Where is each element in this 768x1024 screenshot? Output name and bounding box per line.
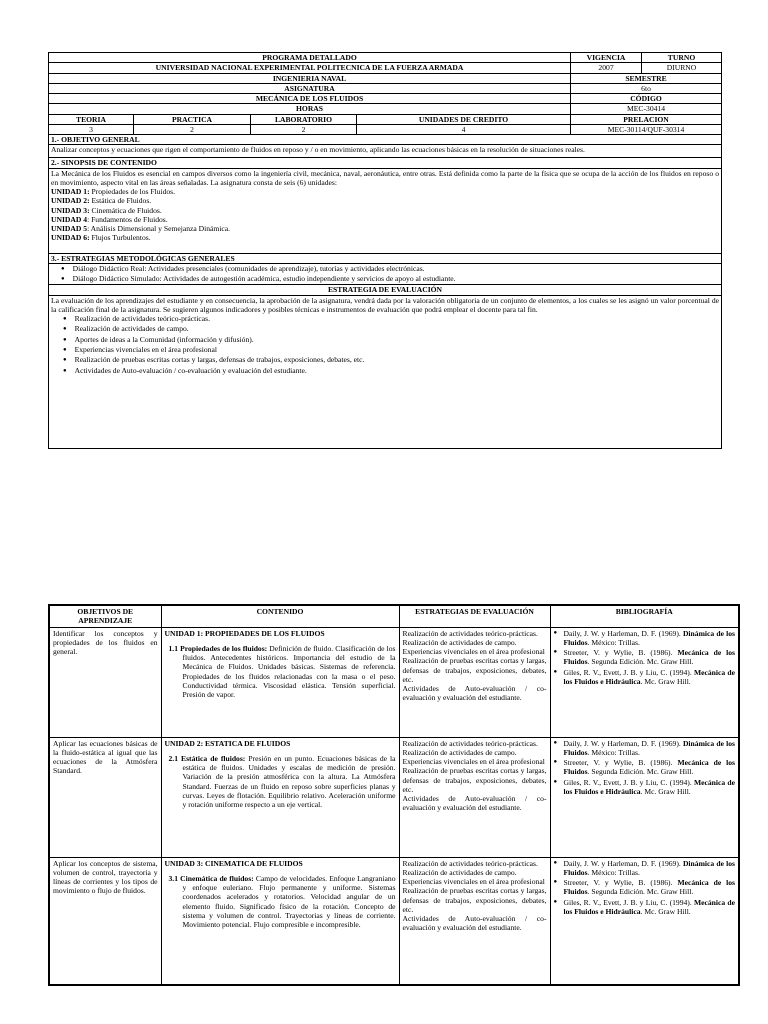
bib-author: Streeter, V. y Wylie, B. (1986). (563, 758, 678, 767)
bib-title: Dinámica de los Fluidos (563, 738, 735, 757)
topic-title: Cinemática de fluidos: (180, 873, 254, 883)
unit-text: Estática de Fluidos. (89, 196, 152, 206)
eval-line: Experiencias vivenciales en el área profesional (402, 757, 545, 766)
contenido-cell (161, 737, 399, 857)
programa-title: PROGRAMA DETALLADO (49, 53, 571, 63)
topic-body: Definición de fluido. Clasificación de los fluidos. Antecedentes históricos. Importancia del estudio de la Mecánica de Fluidos. Unidades básicas. Sistemas de referencia. Propiedades de los fluidos relacionadas con la masa o el peso. Conductividad térmica. Viscosidad elástica. Tensión superficial. Presión de vapor. (182, 643, 396, 699)
bib-title: Mecánica de los Fluidos e Hidráulica (563, 667, 735, 686)
bib-list (554, 739, 736, 797)
unit-label: UNIDAD 4 (51, 214, 88, 224)
eval-line: Realización de pruebas escritas cortas y largas, defensas de trabajos, exposiciones, debates, etc. (402, 656, 547, 684)
prelacion-value: MEC-30114/QUF-30314 (571, 124, 722, 134)
unit-label: UNIDAD 2: (51, 196, 90, 206)
topic-text (165, 874, 396, 930)
estrategia-item: ● Diálogo Didáctico Simulado: Actividades de autogestión académica, estudio independiente y servicios de apoyo al estudiante. (61, 274, 719, 284)
unit-label: UNIDAD 6: (51, 233, 90, 243)
objetivo-title: 1.- OBJETIVO GENERAL (49, 135, 722, 145)
evaluacion-item: ● Realización de actividades teórico-prácticas. (63, 314, 719, 324)
bib-item (564, 898, 736, 917)
bib-author: Giles, R. V., Evett, J. B. y Liu, C. (1994). (563, 897, 694, 907)
evaluacion-item: ● Realización de actividades de campo. (63, 324, 719, 334)
objetivo-cell: Aplicar los conceptos de sistema, volumen de control, trayectoria y líneas de corrientes y los tipos de movimiento o flujo de fluidos. (49, 857, 161, 985)
vigencia-label: VIGENCIA (571, 53, 642, 63)
vigencia-value: 2007 (571, 63, 642, 73)
topic-number: 3.1 (168, 873, 181, 883)
header-bibliografia: BIBLIOGRAFÍA (550, 605, 739, 627)
bib-list (554, 629, 736, 687)
semestre-label: SEMESTRE (571, 73, 722, 83)
detail-header-row (49, 605, 739, 627)
turno-value: DIURNO (642, 63, 722, 73)
sinopsis-units (51, 187, 719, 243)
unit-text: : Análisis Dimensional y Semejanza Dinámica. (87, 224, 231, 233)
bibliografia-cell (550, 737, 739, 857)
bib-item (564, 758, 736, 777)
bib-title: Dinámica de los Fluidos (563, 628, 735, 647)
objetivo-cell: Aplicar las ecuaciones básicas de la fluido-estática al igual que las ecuaciones de la Atmósfera Standard. (49, 737, 161, 857)
eval-line: Realización de actividades teórico-prácticas. (402, 858, 538, 868)
eval-line: Realización de actividades de campo. (402, 747, 517, 757)
eval-line: Realización de pruebas escritas cortas y largas, defensas de trabajos, exposiciones, debates, etc. (402, 766, 547, 794)
estrategias-list (51, 264, 719, 285)
bib-publisher: . Mc. Graw Hill. (640, 786, 691, 796)
codigo-label: CÓDIGO (571, 94, 722, 104)
eval-line: Realización de actividades de campo. (402, 867, 517, 877)
unit-label: UNIDAD 5 (51, 224, 88, 233)
detail-row (49, 737, 739, 857)
teoria-value: 3 (49, 124, 134, 134)
unit-item (51, 187, 719, 196)
bib-publisher: . Mc. Graw Hill. (640, 906, 691, 916)
evaluacion-title: ESTRATEGIA DE EVALUACIÓN (49, 285, 722, 295)
asignatura-label: ASIGNATURA (49, 83, 571, 93)
estrategias-cell (399, 857, 550, 985)
bib-publisher: . Segunda Edición. Mc. Graw Hill. (587, 767, 694, 777)
unit-label: UNIDAD 3: (51, 205, 90, 215)
prelacion-label: PRELACION (571, 114, 722, 124)
unit-title: UNIDAD 1: PROPIEDADES DE LOS FLUIDOS (164, 628, 325, 638)
turno-label: TURNO (642, 53, 722, 63)
unit-label: UNIDAD 1: (51, 187, 90, 196)
bib-publisher: . México: Trillas. (587, 637, 640, 647)
bib-publisher: . Mc. Graw Hill. (640, 676, 691, 686)
eval-line: Actividades de Auto-evaluación / co-evaluación y evaluación del estudiante. (402, 794, 547, 813)
evaluacion-item: ● Experiencias vivenciales en el área profesional (63, 345, 719, 355)
bibliografia-cell (550, 857, 739, 985)
sinopsis-intro: La Mecánica de los Fluidos es esencial en campos diversos como la ingeniería civil, mecánica, naval, aeronáutica, entre otras. Está definida como la parte de la física que se ocupa de la acción de los fluidos en reposo o en movimiento, aspecto vital en las áreas señaladas. La asignatura consta de seis (6) unidades: (51, 168, 720, 187)
bib-item (564, 739, 736, 758)
bib-item (564, 629, 736, 648)
estrategia-item: ● Diálogo Didáctico Real: Actividades presenciales (comunidades de aprendizaje), tutorías y actividades electrónicas. (61, 264, 719, 274)
creditos-label: UNIDADES DE CREDITO (357, 114, 571, 124)
unit-title: UNIDAD 3: CINEMATICA DE FLUIDOS (164, 858, 303, 868)
bib-item (564, 668, 736, 687)
bibliografia-cell (550, 627, 739, 737)
evaluacion-intro: La evaluación de los aprendizajes del estudiante y en consecuencia, la aprobación de la asignatura, vendrá dada por la valoración obligatoria de un conjunto de elementos, a los cuales se les asignó un valor porcentual de la calificación final de la asignatura. Se sugieren algunos indicadores y posibles técnicas e instrumentos de evaluación que podrá emplear el docente para tal fin. (51, 295, 720, 314)
bib-title: Mecánica de los Fluidos e Hidráulica (563, 897, 735, 916)
universidad-name: UNIVERSIDAD NACIONAL EXPERIMENTAL POLITECNICA DE LA FUERZA ARMADA (49, 63, 571, 73)
unit-text: Flujos Turbulentos. (89, 233, 151, 243)
teoria-label: TEORIA (49, 114, 134, 124)
bib-item (564, 859, 736, 878)
carrera-name: INGENIERIA NAVAL (49, 73, 571, 83)
bib-author: Giles, R. V., Evett, J. B. y Liu, C. (1994). (563, 667, 694, 677)
bib-title: Mecánica de los Fluidos e Hidráulica (563, 777, 735, 796)
estrategias-title: 3.- ESTRATEGIAS METODOLÓGICAS GENERALES (49, 253, 722, 263)
detail-table (48, 604, 740, 986)
unit-text: : Fundamentos de Fluidos. (87, 214, 168, 224)
bib-item (564, 878, 736, 897)
bib-author: Daily, J. W. y Harleman, D. F. (1969). (563, 738, 683, 748)
header-objetivos: OBJETIVOS DE APRENDIZAJE (49, 605, 161, 627)
eval-line: Experiencias vivenciales en el área profesional (402, 647, 545, 656)
semestre-value: 6to (571, 83, 722, 93)
contenido-cell (161, 857, 399, 985)
unit-item (51, 233, 719, 242)
eval-line: Actividades de Auto-evaluación / co-evaluación y evaluación del estudiante. (402, 684, 547, 703)
eval-line: Realización de actividades teórico-prácticas. (402, 628, 538, 638)
topic-text (165, 644, 396, 700)
detail-body (49, 627, 739, 985)
bib-author: Streeter, V. y Wylie, B. (1986). (563, 648, 678, 657)
estrategias-cell (399, 737, 550, 857)
bib-title: Dinámica de los Fluidos (563, 858, 735, 877)
topic-title: Propiedades de los fluidos: (180, 643, 268, 653)
bib-publisher: . Segunda Edición. Mc. Graw Hill. (587, 657, 694, 667)
program-header-table (48, 52, 722, 449)
detail-row (49, 627, 739, 737)
practica-value: 2 (134, 124, 251, 134)
bib-item (564, 648, 736, 667)
creditos-value: 4 (357, 124, 571, 134)
eval-line: Realización de pruebas escritas cortas y largas, defensas de trabajos, exposiciones, debates, etc. (402, 886, 547, 914)
bib-list (554, 859, 736, 917)
bib-publisher: . Segunda Edición. Mc. Graw Hill. (587, 887, 694, 897)
objetivo-text: Analizar conceptos y ecuaciones que rigen el comportamiento de fluidos en reposo y / o en movimiento, aplicando las ecuaciones básicas en la resolución de situaciones reales. (49, 145, 722, 158)
eval-line: Realización de actividades de campo. (402, 637, 517, 647)
header-estrategias: ESTRATEGIAS DE EVALUACIÓN (399, 605, 550, 627)
estrategias-body (49, 263, 722, 285)
bib-author: Giles, R. V., Evett, J. B. y Liu, C. (1994). (563, 777, 694, 787)
evaluacion-body (49, 295, 722, 448)
topic-number: 1.1 (168, 643, 181, 653)
unit-item (51, 196, 719, 205)
bib-publisher: . México: Trillas. (587, 867, 640, 877)
codigo-value: MEC-30414 (571, 104, 722, 114)
topic-text (165, 754, 396, 810)
evaluacion-list (51, 314, 719, 376)
unit-item (51, 206, 719, 215)
topic-body: Presión en un punto. Ecuaciones básicas de la estática de fluidos. Unidades y escalas de medición de presión. Variación de la presión atmosférica con la altura. La Atmósfera Standard. Fuerzas de un fluido en reposo sobre superficies planas y curvas. Leyes de flotación. Equilibrio relativo. Aceleración uniforme y rotación uniforme respecto a un eje vertical. (182, 753, 396, 809)
bib-title: Mecánica de los Fluidos (563, 878, 735, 897)
asignatura-name: MECÁNICA DE LOS FLUIDOS (49, 94, 571, 104)
bib-publisher: . México: Trillas. (587, 747, 640, 757)
topic-title: Estática de fluidos: (181, 753, 246, 763)
estrategias-cell (399, 627, 550, 737)
eval-line: Realización de actividades teórico-prácticas. (402, 738, 538, 748)
sinopsis-title: 2.- SINOPSIS DE CONTENIDO (49, 158, 722, 168)
topic-body: Campo de velocidades. Enfoque Langraniano y enfoque euleriano. Flujo permanente y uniforme. Sistemas coordenados acelerados y rotatorios. Velocidad angular de un elemento fluido. Significado físico de la rotación. Concepto de sistema y volumen de control. Trayectorias y líneas de corriente. Movimiento potencial. Flujo compresible e incompresible. (182, 873, 396, 929)
detail-row (49, 857, 739, 985)
eval-line: Actividades de Auto-evaluación / co-evaluación y evaluación del estudiante. (402, 914, 547, 933)
bib-item (564, 778, 736, 797)
unit-item (51, 215, 719, 224)
unit-title: UNIDAD 2: ESTATICA DE FLUIDOS (164, 738, 291, 748)
bib-author: Daily, J. W. y Harleman, D. F. (1969). (563, 628, 683, 638)
practica-label: PRACTICA (134, 114, 251, 124)
bib-title: Mecánica de los Fluidos (563, 648, 735, 667)
evaluacion-item: ● Actividades de Auto-evaluación / co-evaluación y evaluación del estudiante. (63, 366, 719, 376)
evaluacion-item: ● Aportes de ideas a la Comunidad (información y difusión). (63, 335, 719, 345)
topic-number: 2.1 (168, 753, 182, 763)
contenido-cell (161, 627, 399, 737)
unit-text: Cinemática de Fluidos. (89, 205, 162, 215)
objetivo-cell: Identificar los conceptos y propiedades de los fluidos en general. (49, 627, 161, 737)
horas-label: HORAS (49, 104, 571, 114)
eval-line: Experiencias vivenciales en el área profesional (402, 877, 545, 886)
laboratorio-label: LABORATORIO (251, 114, 357, 124)
sinopsis-body (49, 168, 722, 253)
evaluacion-item: ● Realización de pruebas escritas cortas y largas, defensas de trabajos, exposiciones, debates, etc. (63, 355, 719, 365)
unit-text: Propiedades de los Fluidos. (89, 187, 176, 196)
unit-item (51, 224, 719, 233)
bib-author: Daily, J. W. y Harleman, D. F. (1969). (563, 858, 683, 868)
header-contenido: CONTENIDO (161, 605, 399, 627)
laboratorio-value: 2 (251, 124, 357, 134)
bib-title: Mecánica de los Fluidos (563, 758, 735, 777)
bib-author: Streeter, V. y Wylie, B. (1986). (563, 878, 678, 887)
